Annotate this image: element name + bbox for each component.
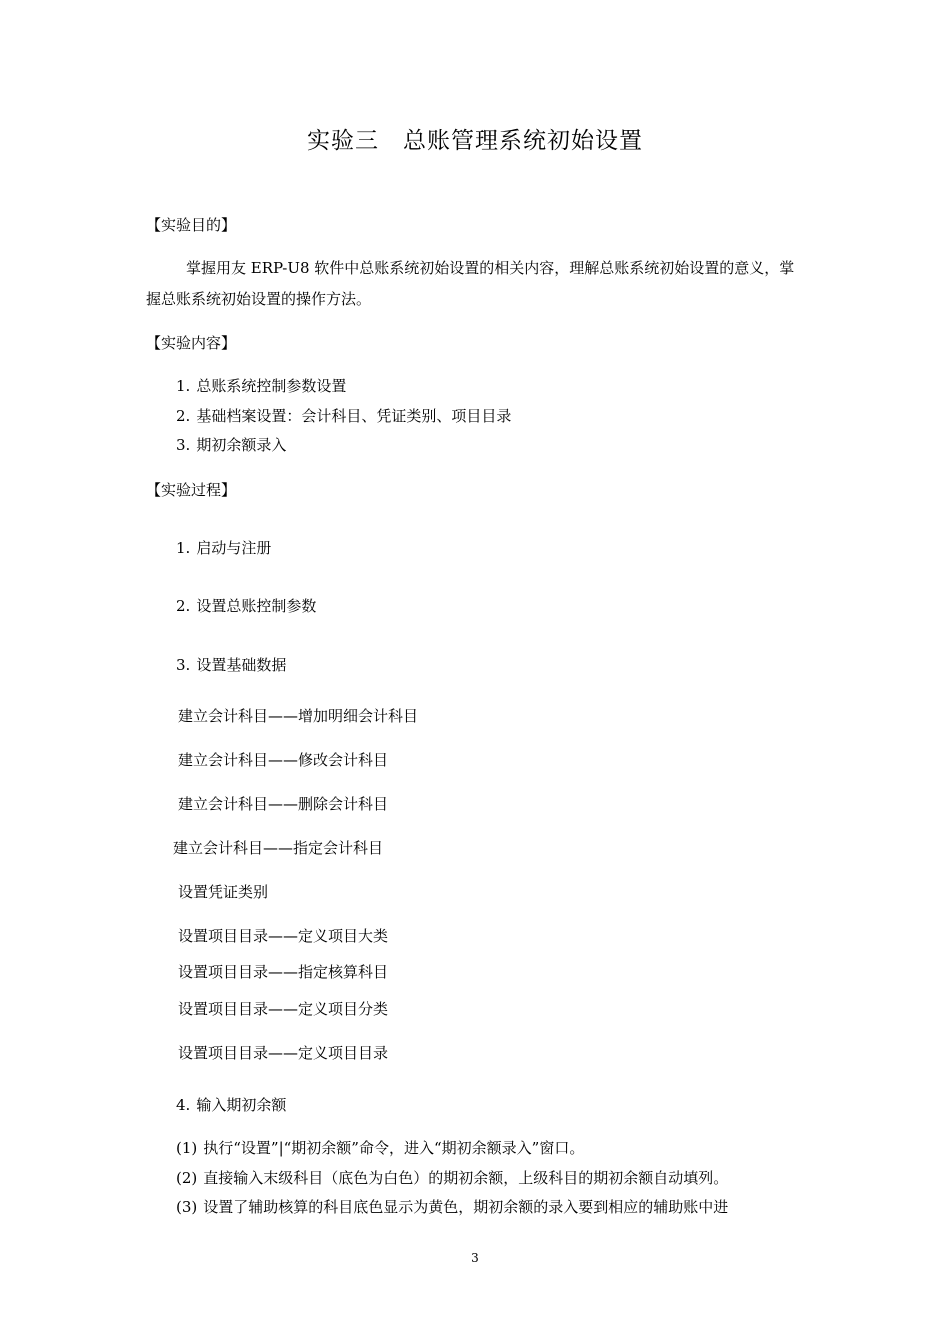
sub-step: 设置凭证类别 (178, 883, 269, 901)
sub-step: 设置项目目录——定义项目分类 (178, 1000, 389, 1018)
process-step: 4. 输入期初余额 (176, 1096, 287, 1114)
content-item: 2. 基础档案设置：会计科目、凭证类别、项目目录 (176, 407, 512, 425)
note-item: (1) 执行“设置”|“期初余额”命令，进入“期初余额录入”窗口。 (176, 1139, 585, 1157)
page-number: 3 (471, 1251, 479, 1265)
sub-step: 建立会计科目——增加明细会计科目 (178, 707, 419, 725)
sub-step: 建立会计科目——修改会计科目 (178, 751, 389, 769)
sub-step: 建立会计科目——指定会计科目 (173, 839, 384, 857)
sub-step: 建立会计科目——删除会计科目 (178, 795, 389, 813)
process-step: 2. 设置总账控制参数 (176, 597, 317, 615)
process-step: 3. 设置基础数据 (176, 656, 287, 674)
content-item: 3. 期初余额录入 (176, 436, 287, 454)
page-title: 实验三 总账管理系统初始设置 (307, 128, 643, 154)
purpose-heading: 【实验目的】 (146, 216, 237, 234)
sub-step: 设置项目目录——定义项目大类 (178, 927, 389, 945)
process-heading: 【实验过程】 (146, 481, 237, 499)
purpose-paragraph: 掌握用友 ERP-U8 软件中总账系统初始设置的相关内容，理解总账系统初始设置的意义，掌握总账系统初始设置的操作方法。 (146, 259, 795, 308)
process-step: 1. 启动与注册 (176, 539, 272, 557)
note-item: (3) 设置了辅助核算的科目底色显示为黄色，期初余额的录入要到相应的辅助账中进 (176, 1198, 729, 1216)
note-item: (2) 直接输入末级科目（底色为白色）的期初余额，上级科目的期初余额自动填列。 (176, 1169, 729, 1187)
sub-step: 设置项目目录——定义项目目录 (178, 1044, 389, 1062)
content-heading: 【实验内容】 (146, 334, 237, 352)
content-item: 1. 总账系统控制参数设置 (176, 377, 347, 395)
sub-step: 设置项目目录——指定核算科目 (178, 963, 389, 981)
